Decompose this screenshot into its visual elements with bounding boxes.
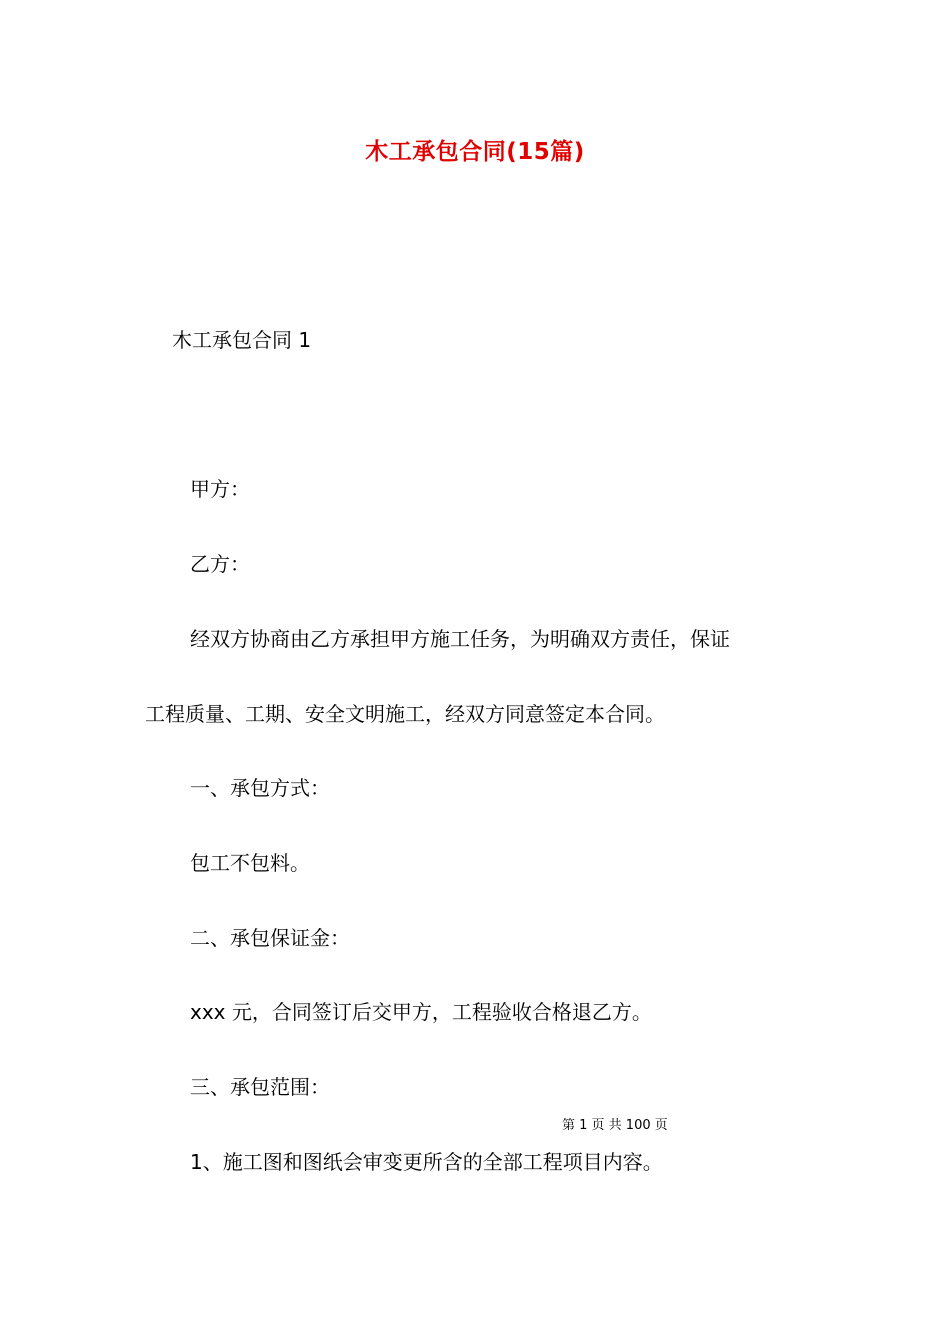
- intro-paragraph-line-1: 经双方协商由乙方承担甲方施工任务，为明确双方责任，保证: [190, 627, 730, 651]
- section-2-content: xxx 元，合同签订后交甲方，工程验收合格退乙方。: [190, 1000, 652, 1024]
- intro-paragraph-line-2: 工程质量、工期、安全文明施工，经双方同意签定本合同。: [145, 702, 665, 726]
- document-title: 木工承包合同(15篇): [365, 139, 585, 165]
- party-b-line: 乙方：: [190, 552, 250, 576]
- section-3-heading: 三、承包范围：: [190, 1075, 330, 1099]
- section-3-item-1: 1、施工图和图纸会审变更所含的全部工程项目内容。: [190, 1150, 663, 1174]
- section-1-content: 包工不包料。: [190, 851, 310, 875]
- section-1-heading: 一、承包方式：: [190, 776, 330, 800]
- contract-heading: 木工承包合同 1: [172, 328, 312, 352]
- section-2-heading: 二、承包保证金：: [190, 926, 350, 950]
- party-a-line: 甲方：: [190, 477, 250, 501]
- page-number-footer: 第 1 页 共 100 页: [562, 1118, 668, 1133]
